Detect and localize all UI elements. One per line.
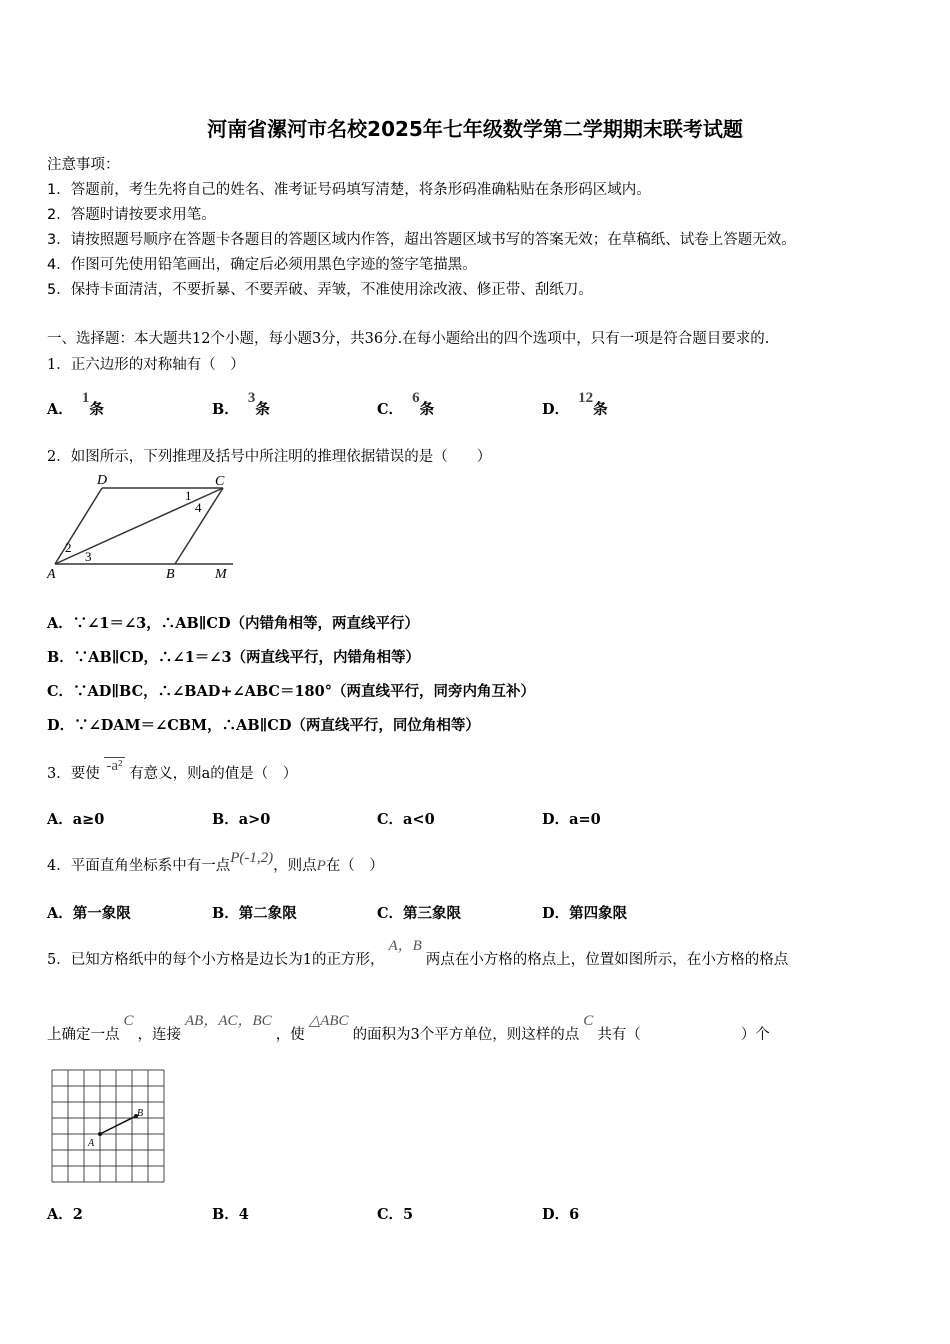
notice-item: 2．答题时请按要求用笔。 (47, 207, 216, 223)
parallelogram-figure (45, 470, 240, 585)
q3-option-c[interactable]: C．a<0 (377, 811, 435, 828)
q3-option-b[interactable]: B．a>0 (212, 811, 271, 828)
notice-heading: 注意事项： (47, 157, 120, 173)
q5-option-b[interactable]: B．4 (212, 1206, 249, 1223)
question-5-line-2: 上确定一点C，连接AB，AC，BC，使△ABC的面积为3个平方单位，则这样的点C共有（ ）个 (47, 1013, 770, 1043)
page-title: 河南省漯河市名校2025年七年级数学第二学期期末联考试题 (207, 117, 743, 141)
radical-expression: -a² (106, 758, 123, 774)
q5-option-a[interactable]: A．2 (47, 1206, 83, 1223)
q4-option-b[interactable]: B．第二象限 (212, 905, 297, 922)
q5-option-d[interactable]: D．6 (542, 1206, 580, 1223)
q5-option-c[interactable]: C．5 (377, 1206, 414, 1223)
notice-item: 5．保持卡面清洁，不要折暴、不要弄破、弄皱，不准使用涂改液、修正带、刮纸刀。 (47, 282, 593, 298)
grid-label-b: B (137, 1108, 144, 1119)
question-5-line-1: 5．已知方格纸中的每个小方格是边长为1的正方形，A，B两点在小方格的格点上，位置如图所示，在小方格的格点 (47, 938, 789, 968)
label-c: C (215, 474, 225, 489)
q2-option-b[interactable]: B．∵AB∥CD，∴∠1＝∠3（两直线平行，内错角相等） (47, 649, 421, 666)
q3-option-d[interactable]: D．a=0 (542, 811, 601, 828)
grid-label-a: A (88, 1138, 95, 1149)
label-b: B (166, 567, 175, 582)
question-3-stem: 3．要使 -a² 有意义，则a的值是（ ） (47, 758, 298, 782)
q3-option-a[interactable]: A．a≥0 (47, 811, 105, 828)
notice-item: 4．作图可先使用铅笔画出，确定后必须用黑色字迹的签字笔描黑。 (47, 257, 477, 273)
grid-lines (52, 1070, 164, 1182)
angle-1-label: 1 (185, 488, 192, 503)
angle-4-label: 4 (195, 500, 202, 515)
point-p: P(-1,2) (230, 850, 274, 866)
question-1-stem: 1．正六边形的对称轴有（ ） (47, 357, 245, 373)
q1-option-c[interactable]: C． 6条 (377, 390, 435, 418)
point-a (98, 1132, 102, 1136)
segment-ab (100, 1116, 136, 1134)
notice-item: 1．答题前，考生先将自己的姓名、准考证号码填写清楚，将条形码准确粘贴在条形码区域内。 (47, 182, 651, 198)
q2-option-c[interactable]: C．∵AD∥BC，∴∠BAD+∠ABC＝180°（两直线平行，同旁内角互补） (47, 683, 535, 700)
angle-3-label: 3 (85, 549, 92, 564)
section-heading: 一、选择题：本大题共12个小题，每小题3分，共36分.在每小题给出的四个选项中，只有一项是符合题目要求的. (47, 331, 770, 347)
label-a: A (47, 567, 56, 582)
label-m: M (215, 567, 227, 582)
q4-option-c[interactable]: C．第三象限 (377, 905, 462, 922)
q2-option-a[interactable]: A．∵∠1＝∠3，∴AB∥CD（内错角相等，两直线平行） (47, 615, 420, 632)
question-4-stem: 4．平面直角坐标系中有一点P(-1,2)，则点P在（ ） (47, 850, 384, 874)
question-2-stem: 2．如图所示，下列推理及括号中所注明的推理依据错误的是（ ） (47, 449, 492, 465)
q4-option-a[interactable]: A．第一象限 (47, 905, 131, 922)
q2-option-d[interactable]: D．∵∠DAM＝∠CBM，∴AB∥CD（两直线平行，同位角相等） (47, 717, 480, 734)
notice-item: 3．请按照题号顺序在答题卡各题目的答题区域内作答，超出答题区域书写的答案无效；在草稿纸、试卷上答题无效。 (47, 232, 796, 248)
grid-figure (50, 1068, 170, 1188)
label-d: D (97, 473, 108, 488)
q1-option-b[interactable]: B． 3条 (212, 390, 270, 418)
q1-option-d[interactable]: D． 12条 (542, 390, 608, 418)
q1-option-a[interactable]: A． 1条 (47, 390, 104, 418)
q4-option-d[interactable]: D．第四象限 (542, 905, 628, 922)
angle-2-label: 2 (65, 540, 72, 555)
